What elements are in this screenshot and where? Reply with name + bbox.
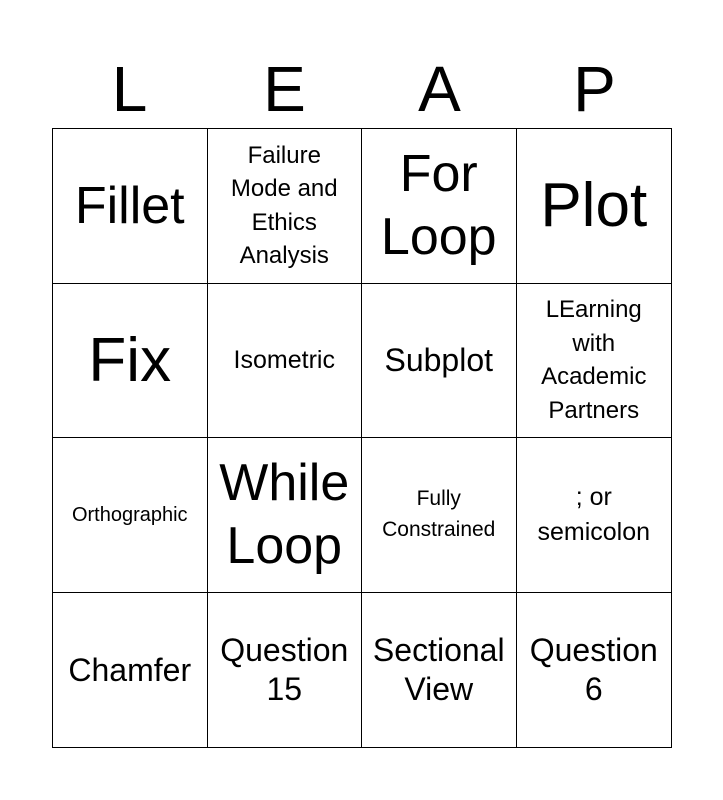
bingo-cell-label: Question 15 <box>220 632 349 707</box>
bingo-cell-label: Fillet <box>74 176 185 235</box>
bingo-cell-while-loop[interactable] <box>208 438 363 593</box>
bingo-cell-plot[interactable] <box>517 129 672 284</box>
bingo-cell-label: Sectional View <box>372 632 505 707</box>
bingo-cell-label: Plot <box>540 171 648 241</box>
bingo-cell-fmea[interactable] <box>208 129 363 284</box>
bingo-cell-label: Question 6 <box>529 632 658 707</box>
bingo-cell-semicolon[interactable] <box>517 438 672 593</box>
header-letter-l: L <box>111 53 148 125</box>
bingo-cell-label: Orthographic <box>71 503 188 526</box>
bingo-cell-chamfer[interactable] <box>53 593 208 748</box>
bingo-cell-label: Failure Mode and Ethics Analysis <box>230 141 338 270</box>
bingo-cell-label: Isometric <box>233 345 335 374</box>
bingo-cell-question-6[interactable] <box>517 593 672 748</box>
bingo-cell-fillet[interactable] <box>53 129 208 284</box>
bingo-cell-leap[interactable] <box>517 284 672 439</box>
bingo-cell-label: Fix <box>88 325 172 395</box>
bingo-cell-orthographic[interactable] <box>53 438 208 593</box>
bingo-cell-label: Subplot <box>384 342 494 379</box>
bingo-cell-question-15[interactable] <box>208 593 363 748</box>
bingo-cell-label: For Loop <box>380 145 497 266</box>
bingo-board <box>52 128 672 748</box>
bingo-cell-label: Chamfer <box>68 651 192 688</box>
bingo-cell-label: While Loop <box>219 454 350 575</box>
header-letter-e: E <box>263 53 306 125</box>
header-letter-p: P <box>573 53 616 125</box>
bingo-cell-sectional-view[interactable] <box>362 593 517 748</box>
bingo-cell-fix[interactable] <box>53 284 208 439</box>
bingo-header <box>52 50 672 128</box>
bingo-cell-for-loop[interactable] <box>362 129 517 284</box>
bingo-cell-subplot[interactable] <box>362 284 517 439</box>
bingo-cell-label: ; or semicolon <box>537 482 651 546</box>
bingo-cell-label: Fully Constrained <box>382 487 496 541</box>
bingo-cell-isometric[interactable] <box>208 284 363 439</box>
bingo-cell-fully-constrained[interactable] <box>362 438 517 593</box>
header-letter-a: A <box>418 53 461 125</box>
bingo-cell-label: LEarning with Academic Partners <box>541 296 647 424</box>
